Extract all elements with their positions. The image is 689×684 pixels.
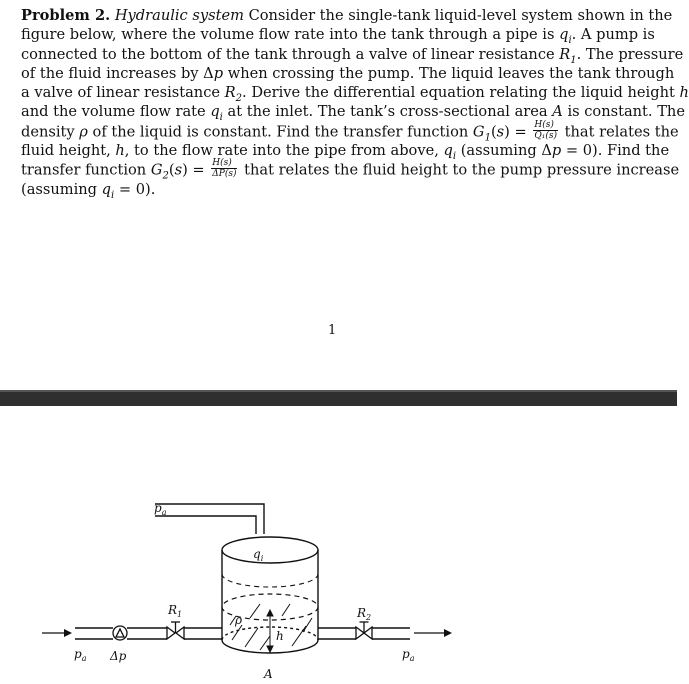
text-run: q (443, 142, 453, 160)
left-pipe (75, 628, 222, 639)
text-run: i (452, 150, 457, 162)
text-run: when crossing the pump. The liquid leaves the tank through (223, 64, 675, 82)
text-run: 1 (484, 132, 491, 144)
right-outflow-arrow (414, 629, 452, 637)
text-run: and the volume flow rate (21, 103, 211, 121)
page-number: 1 (328, 323, 337, 338)
text-run: 2 (162, 170, 169, 182)
text-run: h (679, 84, 689, 102)
problem-line (21, 45, 684, 66)
text-run: p (551, 142, 562, 160)
text-run: = 0). (114, 180, 156, 198)
text-run: i (111, 189, 115, 201)
label-h: h (276, 629, 284, 643)
label-r1: $R_1$ (168, 603, 183, 619)
text-run: (assuming Δ (456, 142, 552, 160)
label-pa-left: $p_a$ (74, 647, 87, 663)
text-run: fluid height, (21, 142, 116, 160)
text-run: q (559, 26, 569, 44)
text-run: i (219, 112, 223, 124)
text-run: . A pump is (571, 26, 655, 44)
left-inflow-arrow (42, 629, 72, 637)
text-run: s (174, 161, 183, 179)
text-run: figure below, where the volume flow rate into the tank through a pipe is (21, 26, 560, 44)
hydraulic-system-figure (0, 410, 677, 684)
problem-line (21, 25, 655, 47)
valve-r1 (167, 622, 184, 639)
text-run: transfer function (21, 161, 151, 179)
text-run: i (568, 35, 572, 47)
text-run: ρ (79, 123, 88, 141)
text-run: at the inlet. The tank’s cross-sectional area (222, 103, 553, 121)
text-run: q (101, 180, 112, 198)
valve-r2 (356, 622, 372, 639)
problem-line (21, 6, 673, 25)
text-run: 1 (570, 54, 577, 66)
text-run: , to the flow rate into the pipe from above, (124, 142, 444, 160)
text-run: of the liquid is constant. Find the transfer function (87, 123, 473, 141)
text-run: ) = (182, 161, 210, 179)
pump (113, 626, 127, 640)
text-run: s (496, 123, 505, 141)
text-run: ) = (504, 123, 532, 141)
label-delta-p: Δp (110, 649, 127, 663)
height-arrow (267, 610, 273, 652)
text-run: (assuming (21, 180, 102, 198)
label-pa-top: $p_a$ (154, 501, 167, 517)
inlet-pipe (155, 504, 264, 534)
label-rho: ρ (235, 613, 243, 627)
text-run: that relates the (560, 123, 679, 141)
fraction: $\frac{H(s)}{\text{Q₁(s)}}$ (534, 119, 557, 141)
text-run: that relates the fluid height to the pump pressure increase (239, 161, 680, 179)
label-r2: $R_2$ (357, 606, 372, 622)
text-run: . Derive the differential equation relating the liquid height (242, 84, 680, 102)
text-run: q (210, 103, 220, 121)
text-run: p (213, 64, 224, 82)
text-run: h (115, 142, 125, 160)
text-run: R (559, 45, 571, 63)
text-run: Consider the single-tank liquid-level system shown in the (243, 7, 673, 24)
problem-line (21, 64, 675, 83)
problem-line (21, 83, 689, 105)
problem-line (21, 141, 670, 162)
text-run: connected to the bottom of the tank through a valve of linear resistance (21, 45, 560, 63)
text-run: Hydraulic system (114, 7, 244, 24)
text-run: G (472, 123, 485, 141)
problem-line (21, 158, 680, 182)
label-pa-right: $p_a$ (402, 647, 415, 663)
text-run: of the fluid increases by Δ (21, 64, 214, 82)
text-run: G (150, 161, 163, 179)
text-run: = 0). Find the (561, 142, 670, 160)
page-separator (0, 392, 677, 406)
text-run: A (552, 103, 563, 121)
text-run: density (21, 123, 80, 141)
text-run: . The pressure (576, 45, 684, 63)
fraction: $\frac{H(s)}{\Delta P(s)}$ (212, 158, 237, 180)
text-run: a valve of linear resistance (21, 84, 225, 102)
problem-line (21, 119, 679, 144)
problem-statement (21, 6, 689, 201)
problem-line (21, 180, 645, 199)
text-run: Problem 2. (21, 7, 111, 24)
text-run: ( (490, 123, 497, 141)
text-run: ( (168, 161, 175, 179)
tank-top-liquid-line (222, 574, 318, 587)
text-run: is constant. The (562, 103, 685, 121)
label-area: A (264, 667, 273, 681)
text-run: R (224, 84, 236, 102)
label-qi: $q_i$ (253, 547, 264, 563)
text-run: 2 (235, 93, 243, 105)
